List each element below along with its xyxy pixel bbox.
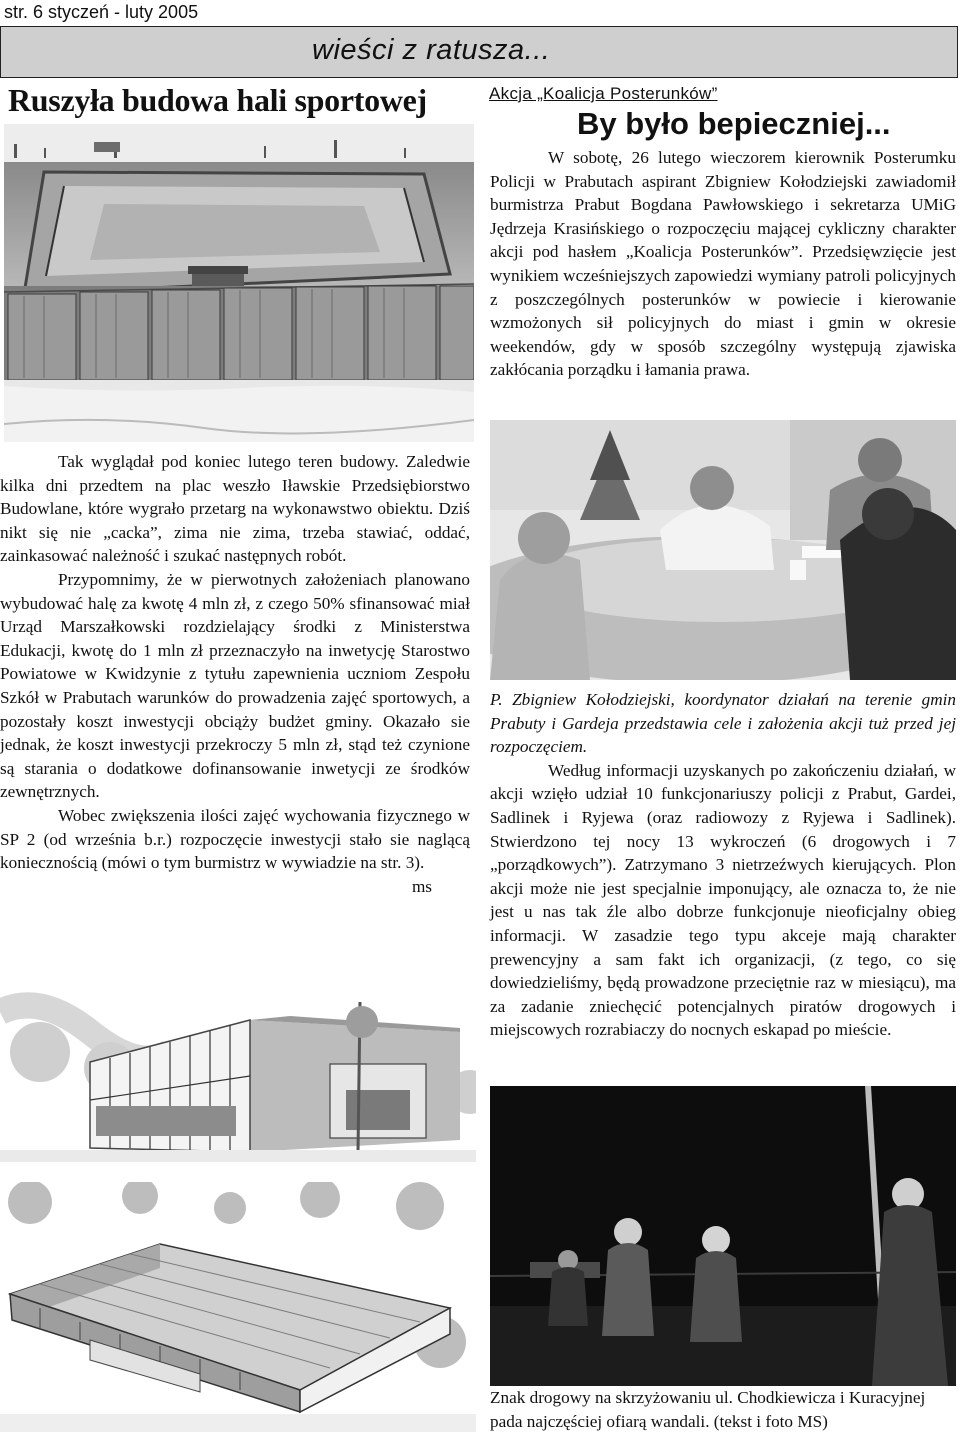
night-photo-caption: Znak drogowy na skrzyżowaniu ul. Chodkiewicza i Kuracyjnej pada najczęściej ofiarą wandali. (tekst i foto MS) <box>490 1388 926 1431</box>
sports-hall-rendering-aerial <box>0 1182 476 1432</box>
right-article-body <box>490 688 956 1042</box>
sports-hall-rendering-front <box>0 972 476 1162</box>
right-lead-text <box>490 146 956 382</box>
construction-site-photo <box>4 124 474 442</box>
left-headline: Ruszyła budowa hali sportowej <box>8 82 427 118</box>
left-paragraph-1: Przypomnimy, że w pierwotnych założeniach planowano wybudować halę za kwotę 4 mln zł, z czego 50% sfinansować miał Urząd Marszałkowski rozdzielający środki z Ministerstwa Edukacji, kwotę do 1 mln zł przeznaczyło na inwetycję Starostwo Powiatowe w Kwidzynie z tytułu zapewnienia uczniom Zespołu Szkół w Prabutach warunków do prowadzenia zajęć sportowych, a pozostały koszt inwestycji obciąży budżet gminy. Okazało sie jednak, że koszt inwestycji przekroczy 5 mln zł, stąd też czynione są starania o dodatkowe dofinansowanie inwetycji ze środków zewnętrznych. <box>0 569 470 802</box>
right-paragraph: Według informacji uzyskanych po zakończeniu działań, w akcji wzięło udział 10 funkcjonariuszy policji z Prabut, Gardei, Sadlinek i Ryjewa (oraz radiowozy z Ryjewa i Sadlinek). Stwierdzono tej nocy 13 wykroczeń (6 drogowych i 7 „porządkowych”). Zatrzymano 3 nietrzeźwych kierujących. Plon akcji może nie jest specjalnie imponujący, ale oznacza to, że nie jest u nas tak źle albo dobrze funkcjonuje nieoficjalny obieg informacji. W zasadzie tego typu akceje mają charakter prewencyjny a sam fakt ich organizacji, (z tego, co się dowiedzieliśmy, będą prowadzone przeciętnie raz w miesiącu), ma za zadanie zniechęcić potencjalnych piratów drogowych i miejscowych rozrabiaczy do nocnych eskapad po mieście. <box>490 760 956 1040</box>
author-signature: ms <box>411 876 432 896</box>
meeting-photo <box>490 420 956 680</box>
right-kicker: Akcja „Koalicja Posterunków” <box>489 84 718 103</box>
section-title: wieści z ratusza... <box>312 34 551 66</box>
right-lead-paragraph: W sobotę, 26 lutego wieczorem kierownik Posterumku Policji w Prabutach aspirant Zbigniew Kołodziejski zawiadomił burmistrza Prabut Bogdana Pawłowskiego i sekretarza UMiG Jędrzeja Krasińskiego o rozpoczęciu mającej cykliczny charakter akcji pod hasłem „Koalicja Posterunków”. Przedsięwzięcie jest wynikiem wcześniejszych zapowiedzi wymiany patroli policyjnych z poszczególnych posterunków w powiecie i kierowanie wzmożonych sił policyjnych do miast i gmin w okresie weekendów, gdy w sposób szczególny występują zjawiska zakłócania porządku i łamania prawa. <box>490 148 956 380</box>
page-label: str. 6 styczeń - luty 2005 <box>4 2 199 22</box>
left-article-body <box>0 450 470 898</box>
right-headline: By było bepieczniej... <box>577 106 891 141</box>
construction-photo-caption: Tak wyglądał pod koniec lutego teren budowy. Zaledwie kilka dni przedtem na plac weszło Iławskie Przedsiębiorstwo Budowlane, które wygrało przetarg na wykonawstwo obiektu. Dziś nikt się nie „cacka”, zima nie zima, trzeba stawiać, oddać, zainkasować należność i szukać następnych robót. <box>0 452 470 566</box>
night-road-sign-photo <box>490 1086 956 1386</box>
left-paragraph-2: Wobec zwiększenia ilości zajęć wychowania fizycznego w SP 2 (od września b.r.) rozpoczęcie inwestycji stało sie naglącą koniecznością (mówi o tym burmistrz w wywiadzie na str. 3). <box>0 805 470 873</box>
meeting-photo-caption: P. Zbigniew Kołodziejski, koordynator działań na terenie gmin Prabuty i Gardeja przedstawia cele i założenia akcji tuż przed jej rozpoczęciem. <box>490 690 956 757</box>
